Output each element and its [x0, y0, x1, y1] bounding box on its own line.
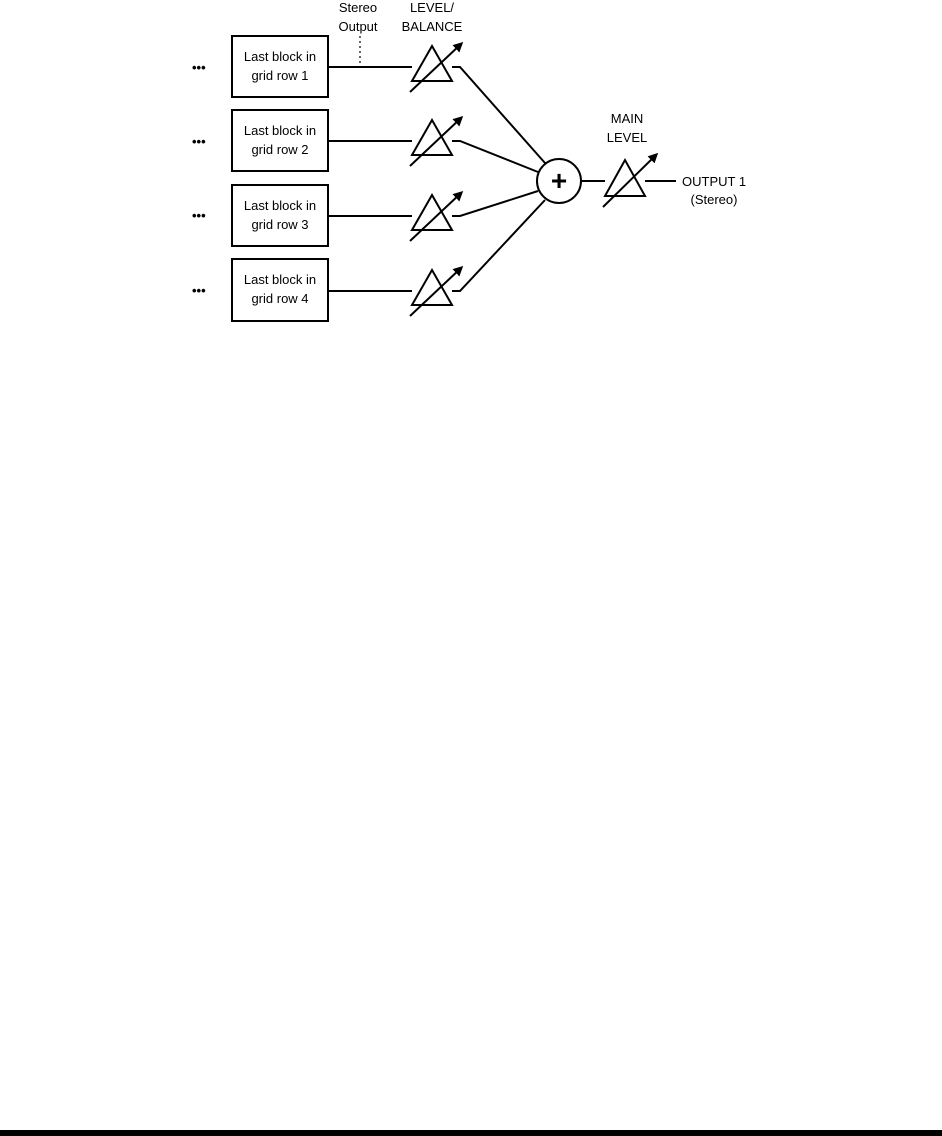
last-block-row-box	[232, 259, 328, 321]
summing-junction-plus-symbol: +	[550, 165, 568, 196]
last-block-row-label-line2: grid row 3	[251, 217, 309, 232]
level-balance-amp-icon	[412, 195, 452, 230]
stereo-output-label-line2: Output	[338, 19, 378, 34]
row-ellipsis: •••	[192, 60, 206, 75]
last-block-row-label-line1: Last block in	[243, 198, 317, 213]
output-label-line2: (Stereo)	[690, 192, 738, 207]
main-level-label-line1: MAIN	[610, 111, 644, 126]
output-label-line1: OUTPUT 1	[682, 174, 747, 189]
last-block-row-label-line2: grid row 4	[251, 291, 309, 306]
last-block-row-label-line1: Last block in	[243, 123, 317, 138]
page-bottom-border	[0, 1130, 942, 1136]
level-balance-amp-icon	[412, 120, 452, 155]
grid-row-2	[192, 110, 538, 172]
level-balance-label-line2: BALANCE	[401, 19, 463, 34]
row-to-sum-wire	[452, 191, 538, 216]
last-block-row-label-line1: Last block in	[243, 49, 317, 64]
row-ellipsis: •••	[192, 283, 206, 298]
main-level-label-line2: LEVEL	[606, 130, 648, 145]
stereo-output-label-line1: Stereo	[338, 0, 378, 15]
row-ellipsis: •••	[192, 208, 206, 223]
last-block-row-label-line1: Last block in	[243, 272, 317, 287]
row-to-sum-wire	[452, 67, 545, 163]
last-block-row-label-line2: grid row 2	[251, 142, 309, 157]
main-level-amp-icon	[605, 160, 645, 196]
last-block-row-box	[232, 185, 328, 246]
level-balance-amp-icon	[412, 270, 452, 305]
last-block-row-box	[232, 110, 328, 171]
last-block-row-box	[232, 36, 328, 97]
row-ellipsis: •••	[192, 134, 206, 149]
level-balance-label-line1: LEVEL/	[409, 0, 455, 15]
level-balance-amp-icon	[412, 46, 452, 81]
last-block-row-label-line2: grid row 1	[251, 68, 309, 83]
row-to-sum-wire	[452, 141, 538, 172]
grid-row-3	[192, 185, 538, 246]
